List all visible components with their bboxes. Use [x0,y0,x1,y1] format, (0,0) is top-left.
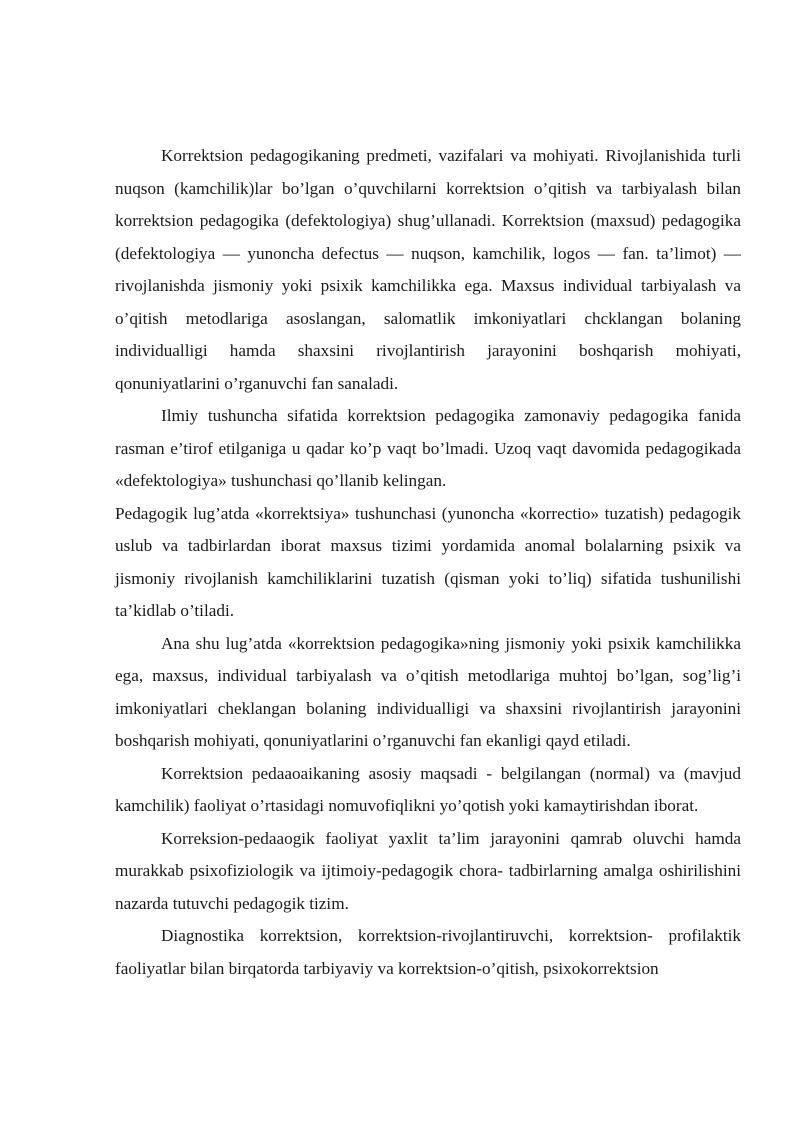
paragraph-4: Ana shu lug’atda «korrektsion pedagogika»ning jismoniy yoki psixik kamchilikka ega, maxsus, individual tarbiyalash va o’qitish metodlariga muhtoj bo’lgan, sog’lig’i imkoniyatlari cheklangan bolaning individualligi va shaxsini rivojlantirish jarayonini boshqarish mohiyati, qonuniyatlarini o’rganuvchi fan ekanligi qayd etiladi. [115,633,741,750]
paragraph-3: Pedagogik lug’atda «korrektsiya» tushunchasi (yunoncha «korrectio» tuzatish) pedagogik uslub va tadbirlardan iborat maxsus tizimi yordamida anomal bolalarning psixik va jismoniy rivojlanish kamchiliklarini tuzatish (qisman yoki to’liq) sifatida tushunilishi ta’kidlab o’tiladi. [115,503,741,620]
paragraph-7: Diagnostika korrektsion, korrektsion-rivojlantiruvchi, korrektsion- profilaktik faoliyatlar bilan birqatorda tarbiyaviy va korrektsion-o’qitish, psixokorrektsion [115,926,741,978]
paragraph-5: Korrektsion pedaaoaikaning asosiy maqsadi - belgilangan (normal) va (mavjud kamchilik) faoliyat o’rtasidagi nomuvofiqlikni yo’qotish yoki kamaytirishdan iborat. [115,763,741,815]
paragraph-2: Ilmiy tushuncha sifatida korrektsion pedagogika zamonaviy pedagogika fanida rasman e’tirof etilganiga u qadar ko’p vaqt bo’lmadi. Uzoq vaqt davomida pedagogikada «defektologiya» tushunchasi qo’llanib kelingan. [115,406,741,490]
paragraph-1: Korrektsion pedagogikaning predmeti, vazifalari va mohiyati. Rivojlanishida turli nuqson (kamchilik)lar bo’lgan o’quvchilarni korrektsion o’qitish va tarbiyalash bilan korrektsion pedagogika (defektologiya) shug’ullanadi. Korrektsion (maxsud) pedagogika (defektologiya — yunoncha defectus — nuqson, kamchilik, logos — fan. ta’limot) — rivojlanishda jismoniy yoki psixik kamchilikka ega. Maxsus individual tarbiyalash va o’qitish metodlariga asoslangan, salomatlik imkoniyatlari chcklangan bolaning individualligi hamda shaxsini rivojlantirish jarayonini boshqarish mohiyati, qonuniyatlarini o’rganuvchi fan sanaladi. [115,146,741,393]
document-body [115,140,741,985]
paragraph-6: Korreksion-pedaaogik faoliyat yaxlit ta’lim jarayonini qamrab oluvchi hamda murakkab psixofiziologik va ijtimoiy-pedagogik chora- tadbirlarning amalga oshirilishini nazarda tutuvchi pedagogik tizim. [115,828,741,913]
